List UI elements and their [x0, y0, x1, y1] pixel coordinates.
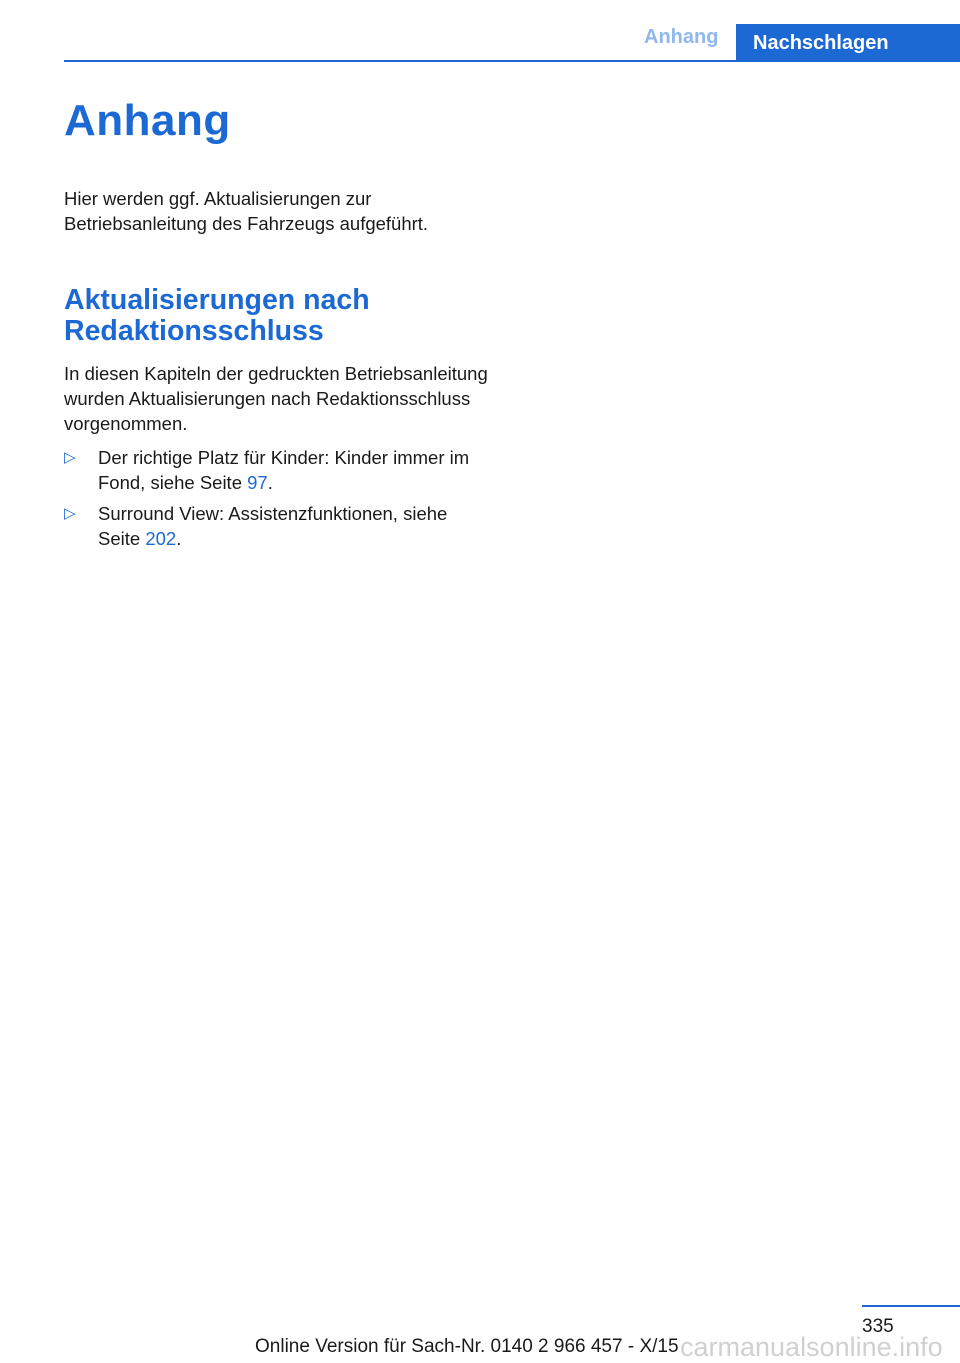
- footer-note: Online Version für Sach-Nr. 0140 2 966 457 - X/15: [255, 1336, 679, 1357]
- page-title: Anhang: [64, 96, 231, 145]
- list-item: [64, 445, 494, 495]
- list-item-suffix: .: [176, 528, 182, 549]
- section-tab[interactable]: Anhang: [644, 26, 719, 48]
- intro-paragraph: Hier werden ggf. Aktualisierungen zur Betriebsanleitung des Fahrzeugs aufgeführt.: [64, 188, 429, 234]
- section-paragraph: In diesen Kapiteln der gedruckten Betriebsanleitung wurden Aktualisierungen nach Redaktionsschluss vorgenommen.: [64, 363, 488, 434]
- list-item: [64, 501, 494, 551]
- triangle-bullet-icon: ▷: [64, 449, 76, 466]
- section-title: Aktualisierungen nach Redaktionsschluss: [64, 284, 370, 347]
- list-item-text: Der richtige Platz für Kinder: Kinder immer im Fond, siehe Seite: [98, 447, 470, 493]
- watermark: carmanualsonline.info: [680, 1332, 943, 1362]
- chapter-tab[interactable]: Nachschlagen: [736, 24, 960, 62]
- footer-rule: [862, 1305, 960, 1307]
- page-reference-link[interactable]: 97: [247, 472, 268, 493]
- page-reference-link[interactable]: 202: [145, 528, 177, 549]
- list-item-text: Surround View: Assistenzfunktionen, siehe Seite: [98, 503, 448, 549]
- page-number: 335: [862, 1316, 894, 1337]
- triangle-bullet-icon: ▷: [64, 505, 76, 522]
- list-item-suffix: .: [267, 472, 273, 493]
